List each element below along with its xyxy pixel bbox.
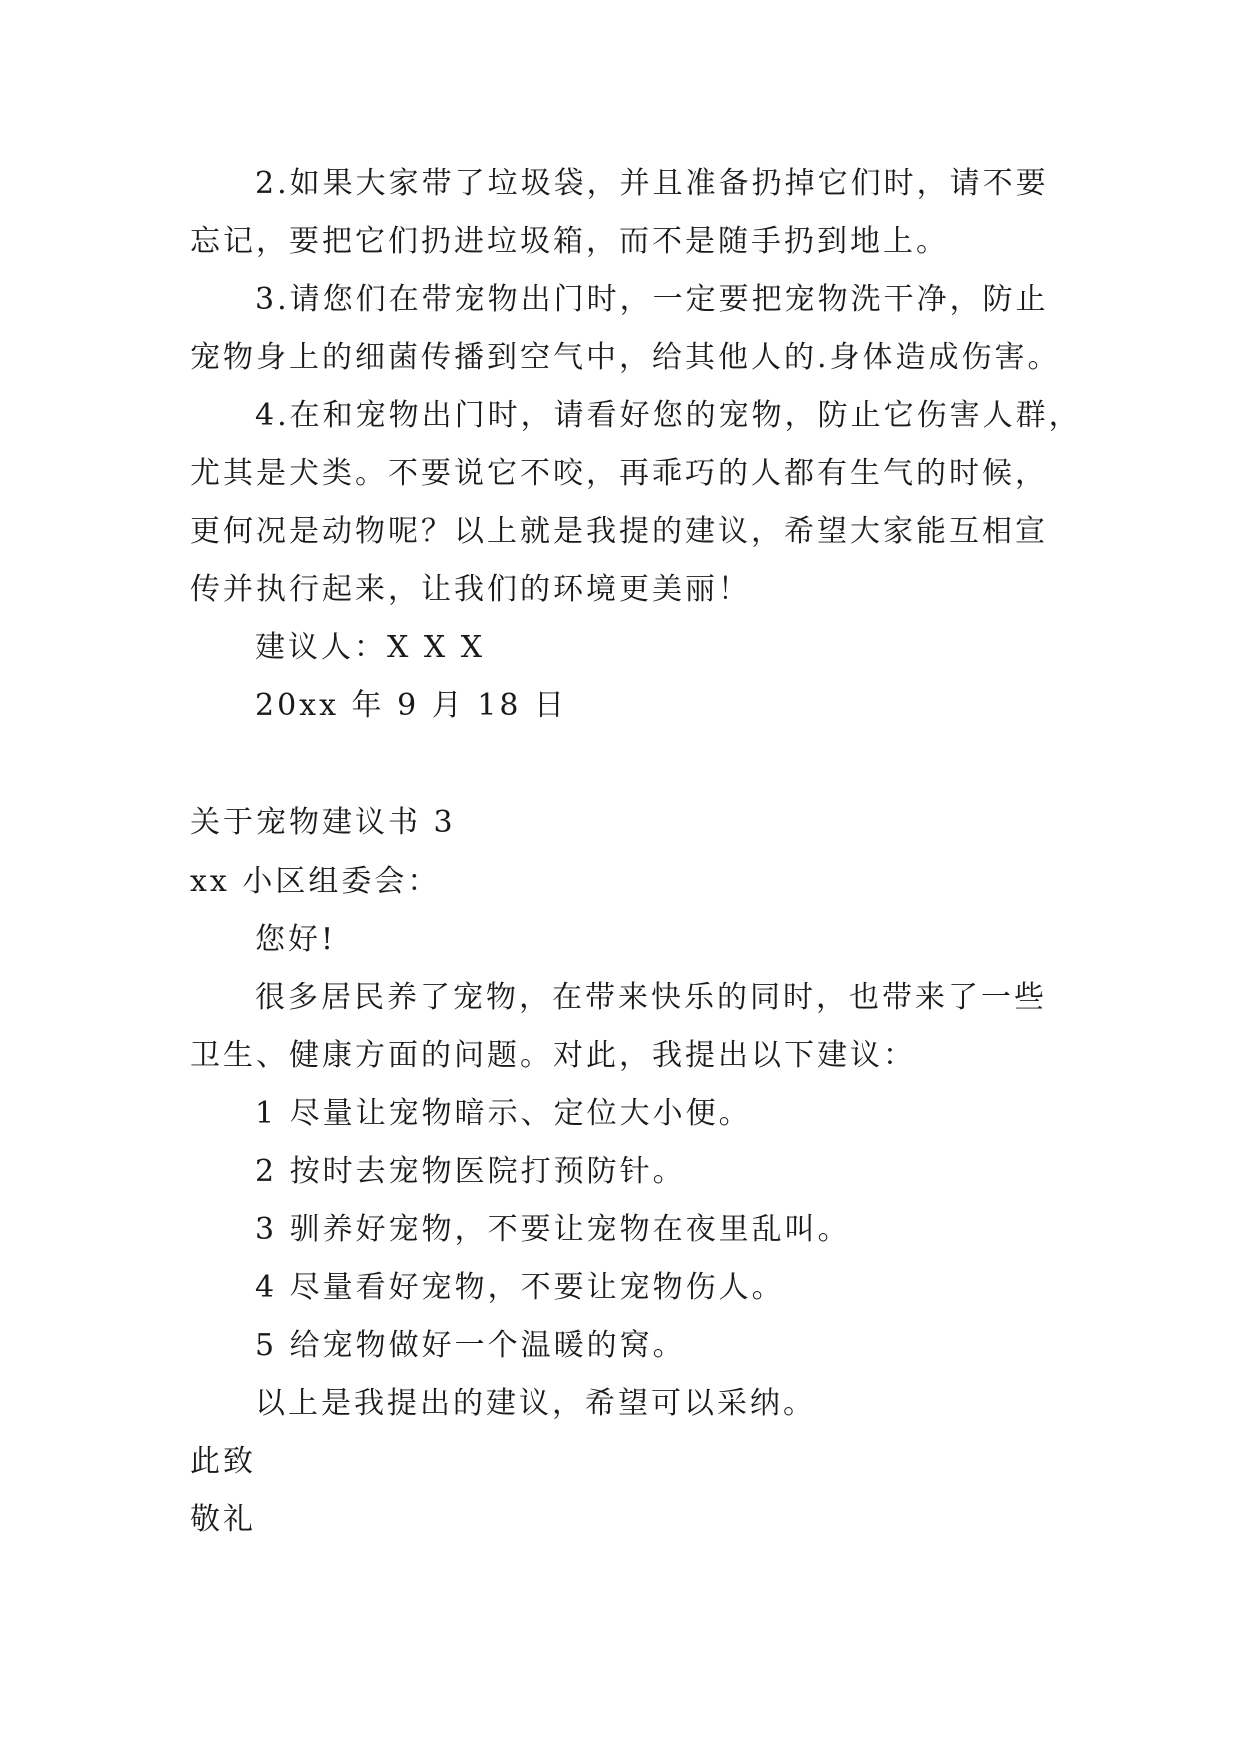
closing-line: 以上是我提出的建议，希望可以采纳。 [255, 1386, 816, 1421]
suggestion-item-5: 5 给宠物做好一个温暖的窝。 [255, 1328, 686, 1363]
addressee: xx 小区组委会： [190, 864, 441, 899]
salutation-cizhi: 此致 [190, 1444, 256, 1479]
item2-line1: 2.如果大家带了垃圾袋，并且准备扔掉它们时，请不要 [255, 166, 1049, 201]
item2-line2: 忘记，要把它们扔进垃圾箱，而不是随手扔到地上。 [190, 224, 949, 259]
signer: 建议人：X X X [255, 630, 486, 665]
greeting: 您好! [255, 922, 337, 957]
letter-title: 关于宠物建议书 3 [190, 805, 456, 840]
item3-line1: 3.请您们在带宠物出门时，一定要把宠物洗干净，防止 [255, 282, 1049, 317]
suggestion-item-4: 4 尽量看好宠物，不要让宠物伤人。 [255, 1270, 785, 1305]
date: 20xx 年 9 月 18 日 [255, 688, 567, 723]
item4-line1: 4.在和宠物出门时，请看好您的宠物，防止它伤害人群， [255, 398, 1082, 433]
item4-line2: 尤其是犬类。不要说它不咬，再乖巧的人都有生气的时候， [190, 456, 1048, 491]
salutation-jingli: 敬礼 [190, 1502, 256, 1537]
item4-line3: 更何况是动物呢？以上就是我提的建议，希望大家能互相宣 [190, 514, 1048, 549]
suggestion-item-2: 2 按时去宠物医院打预防针。 [255, 1154, 686, 1189]
item4-line4: 传并执行起来，让我们的环境更美丽！ [190, 572, 751, 607]
suggestion-item-1: 1 尽量让宠物暗示、定位大小便。 [255, 1096, 752, 1131]
intro-line2: 卫生、健康方面的问题。对此，我提出以下建议： [190, 1038, 916, 1073]
item3-line2: 宠物身上的细菌传播到空气中，给其他人的.身体造成伤害。 [190, 340, 1061, 375]
suggestion-item-3: 3 驯养好宠物，不要让宠物在夜里乱叫。 [255, 1212, 851, 1247]
intro-line1: 很多居民养了宠物，在带来快乐的同时，也带来了一些 [255, 980, 1047, 1015]
